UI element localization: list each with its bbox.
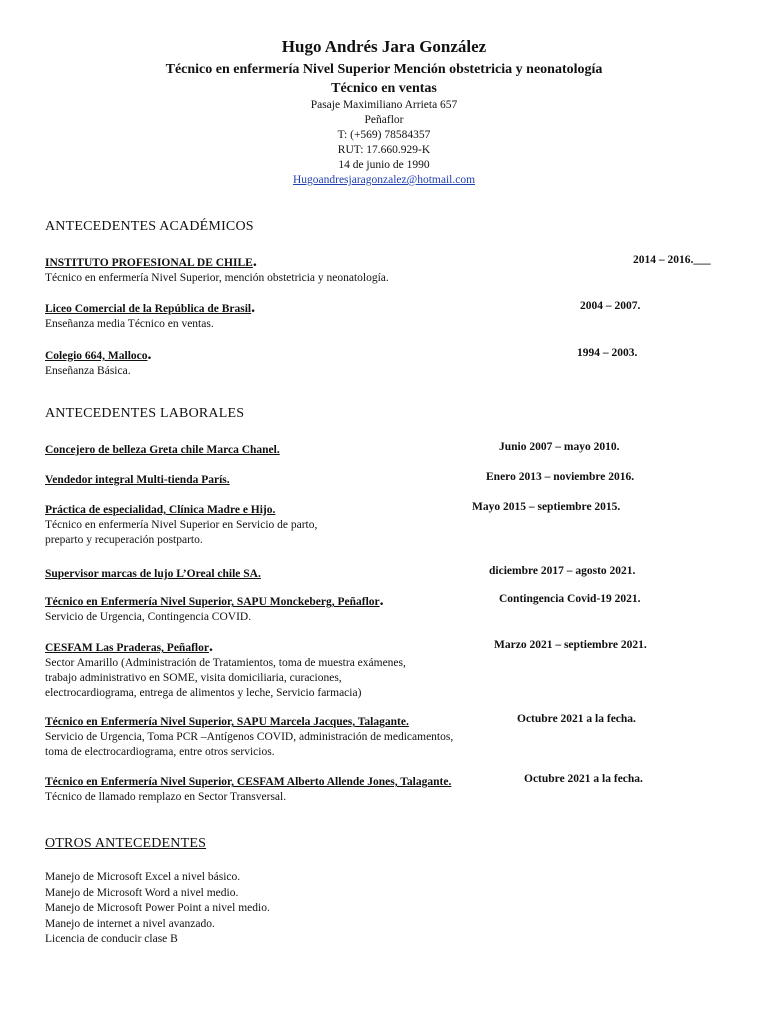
entry-dates: 1994 – 2003.	[577, 347, 638, 359]
position-title: Técnico en Enfermería Nivel Superior, SAPU Marcela Jacques, Talagante.	[45, 716, 409, 728]
academic-entry: Liceo Comercial de la República de Brasil. 2004 – 2007. Enseñanza media Técnico en ventas.	[45, 299, 735, 332]
skills-list	[45, 870, 270, 948]
position-title: CESFAM Las Praderas, Peñaflor	[45, 642, 209, 654]
list-item: Manejo de Microsoft Excel a nivel básico.	[45, 871, 241, 883]
work-section-title: ANTECEDENTES LABORALES	[45, 406, 245, 421]
entry-dates: Mayo 2015 – septiembre 2015.	[472, 501, 621, 513]
list-item: Manejo de Microsoft Word a nivel medio.	[45, 886, 239, 899]
others-section-title: OTROS ANTECEDENTES	[45, 836, 207, 851]
academic-section-title: ANTECEDENTES ACADÉMICOS	[45, 219, 254, 234]
birthdate: 14 de junio de 1990	[338, 159, 430, 171]
entry-description: Técnico de llamado remplazo en Sector Transversal.	[45, 791, 287, 803]
work-entry	[45, 712, 735, 760]
academic-entry: INSTITUTO PROFESIONAL DE CHILE. 2014 – 2016.___ Técnico en enfermería Nivel Superior, mención obstetricia y neonatología.	[45, 253, 735, 286]
candidate-name: Hugo Andrés Jara González	[281, 37, 487, 56]
position-title: Supervisor marcas de lujo L’Oreal chile SA.	[45, 568, 261, 580]
work-entry	[45, 470, 735, 488]
entry-description: Enseñanza media Técnico en ventas.	[45, 318, 214, 330]
entry-description: Servicio de Urgencia, Contingencia COVID.	[45, 611, 252, 623]
entry-description: trabajo administrativo en SOME, visita domiciliaria, curaciones,	[45, 672, 342, 684]
resume-header	[0, 0, 768, 188]
work-entry	[45, 440, 735, 458]
city: Peñaflor	[364, 114, 404, 126]
entry-description: preparto y recuperación postparto.	[45, 534, 203, 546]
entry-description: Enseñanza Básica.	[45, 365, 131, 377]
entry-dates: Octubre 2021 a la fecha.	[517, 713, 636, 725]
entry-dates: 2004 – 2007.	[580, 300, 641, 312]
email-link[interactable]: Hugoandresjaragonzalez@hotmail.com	[292, 174, 476, 186]
work-entry	[45, 772, 735, 805]
list-item: Licencia de conducir clase B	[45, 933, 178, 945]
position-title: Práctica de especialidad, Clínica Madre e Hijo.	[45, 504, 276, 516]
entry-description: toma de electrocardiograma, entre otros servicios.	[45, 746, 275, 758]
entry-description: Técnico en enfermería Nivel Superior en Servicio de parto,	[45, 519, 318, 531]
entry-dates: diciembre 2017 – agosto 2021.	[489, 565, 636, 577]
entry-dates: Marzo 2021 – septiembre 2021.	[494, 639, 647, 651]
position-title: Técnico en Enfermería Nivel Superior, SAPU Monckeberg, Peñaflor	[45, 596, 380, 608]
institution-name: INSTITUTO PROFESIONAL DE CHILE	[45, 257, 253, 269]
phone: T: (+569) 78584357	[337, 129, 431, 141]
work-entry: Técnico en Enfermería Nivel Superior, SAPU Monckeberg, Peñaflor. Contingencia Covid-19 2021. Servicio de Urgencia, Contingencia COVID.	[45, 592, 735, 625]
work-entry	[45, 564, 735, 582]
entry-description: Sector Amarillo (Administración de Tratamientos, toma de muestra exámenes,	[45, 657, 406, 669]
entry-description: electrocardiograma, entrega de alimentos y leche, Servicio farmacia)	[45, 687, 362, 699]
list-item: Manejo de internet a nivel avanzado.	[45, 917, 215, 930]
position-title: Concejero de belleza Greta chile Marca Chanel.	[45, 444, 280, 456]
position-title: Técnico en Enfermería Nivel Superior, CESFAM Alberto Allende Jones, Talagante.	[45, 776, 452, 788]
entry-dates: Octubre 2021 a la fecha.	[524, 773, 643, 785]
entry-dates: Enero 2013 – noviembre 2016.	[486, 471, 635, 483]
work-entry	[45, 500, 735, 548]
list-item: Manejo de Microsoft Power Point a nivel medio.	[45, 902, 270, 914]
rut: RUT: 17.660.929-K	[337, 144, 431, 156]
entry-description: Servicio de Urgencia, Toma PCR –Antígenos COVID, administración de medicamentos,	[45, 731, 454, 743]
institution-name: Liceo Comercial de la República de Brasil	[45, 303, 252, 315]
professional-title: Técnico en enfermería Nivel Superior Mención obstetricia y neonatología	[165, 62, 603, 77]
entry-description: Técnico en enfermería Nivel Superior, mención obstetricia y neonatología.	[45, 272, 389, 284]
academic-entry: Colegio 664, Malloco. 1994 – 2003. Enseñanza Básica.	[45, 346, 735, 379]
entry-dates: Contingencia Covid-19 2021.	[499, 593, 641, 605]
institution-name: Colegio 664, Malloco	[45, 350, 148, 362]
position-title: Vendedor integral Multi-tienda París.	[45, 474, 230, 486]
entry-dates: Junio 2007 – mayo 2010.	[499, 441, 620, 453]
secondary-title: Técnico en ventas	[331, 81, 437, 96]
work-entry: CESFAM Las Praderas, Peñaflor. Marzo 2021 – septiembre 2021. Sector Amarillo (Administración de Tratamientos, toma de muestra exámenes, trabajo administrativo en SOME, visita domiciliaria, curaciones, electrocardiograma, entrega de alimentos y leche, Servicio farmacia)	[45, 638, 735, 701]
address: Pasaje Maximiliano Arrieta 657	[310, 99, 458, 111]
entry-dates: 2014 – 2016.___	[633, 254, 711, 266]
